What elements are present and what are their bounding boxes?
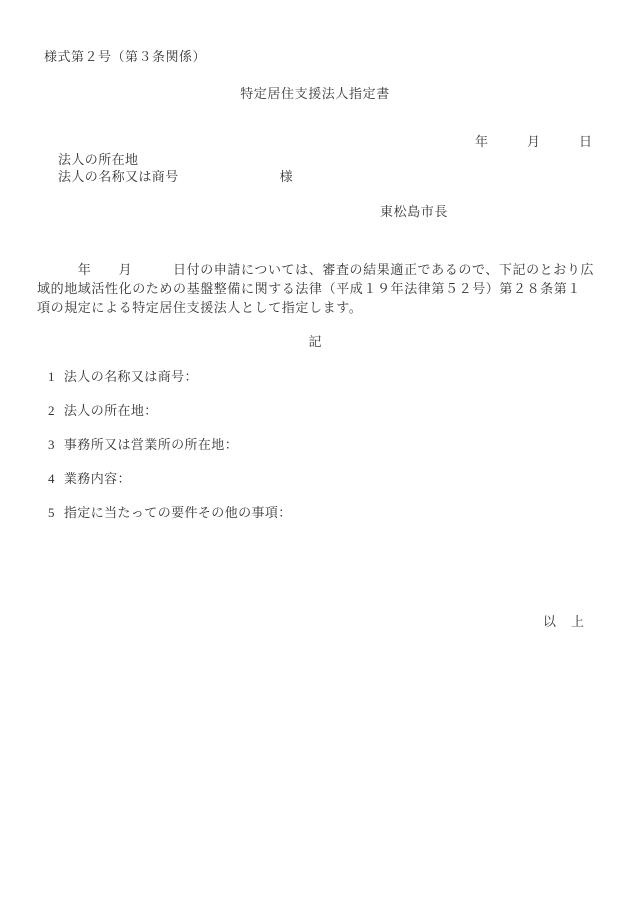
body-paragraph-line-2: 域的地域活性化のための基盤整備に関する法律（平成１９年法律第５２号）第２８条第１ (37, 281, 582, 296)
document-title: 特定居住支援法人指定書 (240, 86, 390, 101)
item-label: 業務内容： (63, 471, 131, 486)
item-number: 4 (48, 471, 55, 486)
item-label: 指定に当たっての要件その他の事項： (63, 505, 292, 520)
record-marker: 記 (308, 334, 322, 349)
list-item-3 (48, 434, 238, 453)
corporation-address-label: 法人の所在地 (58, 152, 139, 167)
corporation-name-label: 法人の名称又は商号 (58, 169, 179, 184)
body-paragraph-line-3: 項の規定による特定居住支援法人として指定します。 (37, 300, 363, 315)
item-number: 5 (48, 505, 55, 520)
honorific-sama: 様 (279, 169, 294, 184)
item-label: 法人の所在地： (63, 403, 158, 418)
body-paragraph-line-1: 年 月 日付の申請については、審査の結果適正であるので、下記のとおり広 (37, 262, 595, 277)
date-line: 年 月 日 (474, 134, 592, 149)
list-item-4 (48, 468, 131, 487)
list-item-5 (48, 502, 292, 521)
item-number: 2 (48, 403, 55, 418)
item-number: 1 (48, 369, 55, 384)
item-label: 法人の名称又は商号： (63, 369, 198, 384)
list-item-2 (48, 400, 158, 419)
issuer-mayor: 東松島市長 (380, 204, 449, 219)
form-number: 様式第２号（第３条関係） (44, 49, 207, 64)
item-label: 事務所又は営業所の所在地： (63, 437, 239, 452)
closing-ijou: 以 上 (542, 614, 585, 629)
list-item-1 (48, 366, 198, 385)
corporation-name-line (58, 166, 293, 185)
item-number: 3 (48, 437, 55, 452)
